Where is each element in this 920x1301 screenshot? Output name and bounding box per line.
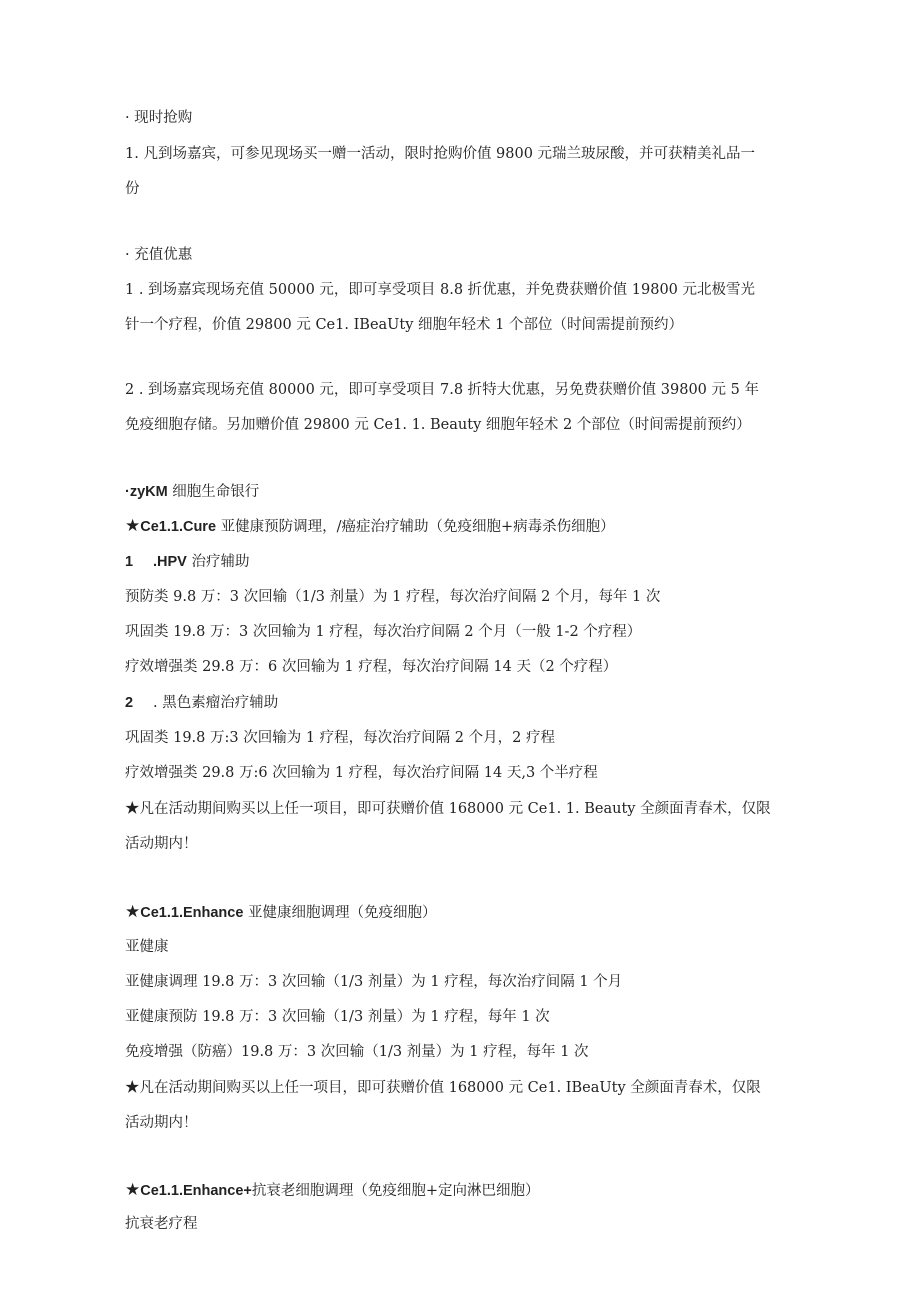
cure-gift-line-2: 活动期内！ <box>125 836 198 852</box>
recharge-item-1-line-2: 针一个疗程，价值 29800 元 Ce1. IBeaUty 细胞年轻术 1 个部位（时间需提前预约） <box>125 317 683 333</box>
melanoma-number: 2 <box>125 695 134 711</box>
cure-heading <box>125 516 795 537</box>
hpv-line-2: 巩固类 19.8 万：3 次回输为 1 疗程，每次治疗间隔 2 个月（一般 1-2 个疗程） <box>125 624 642 640</box>
recharge-item-2-line-1: 2 . 到场嘉宾现场充值 80000 元，即可享受项目 7.8 折特大优惠，另免费获赠价值 39800 元 5 年 <box>125 382 759 398</box>
star-icon: ★ <box>125 902 141 922</box>
recharge-heading: · 充值优惠 <box>125 247 193 263</box>
melanoma-line-1: 巩固类 19.8 万:3 次回输为 1 疗程，每次治疗间隔 2 个月，2 疗程 <box>125 730 555 746</box>
enhance-line-1: 亚健康调理 19.8 万：3 次回输（1/3 剂量）为 1 疗程，每次治疗间隔 1 个月 <box>125 974 623 990</box>
enhance-plus-title-brand: Ce1.1.Enhance+ <box>140 1183 252 1199</box>
enhance-plus-heading <box>125 1180 795 1201</box>
flash-sale-item-1-line-1: 1. 凡到场嘉宾，可参见现场买一赠一活动，限时抢购价值 9800 元瑞兰玻尿酸，并可获精美礼品一 <box>125 146 756 162</box>
enhance-gift-line-1: ★凡在活动期间购买以上任一项目，即可获赠价值 168000 元 Ce1. IBeaUty 全颜面青春术，仅限 <box>125 1080 761 1096</box>
hpv-line-1: 预防类 9.8 万：3 次回输（1/3 剂量）为 1 疗程，每次治疗间隔 2 个月，每年 1 次 <box>125 589 661 605</box>
hpv-number: 1 <box>125 554 134 570</box>
star-icon: ★ <box>125 1180 141 1200</box>
flash-sale-item-1-line-2: 份 <box>125 181 140 197</box>
flash-sale-heading: · 现时抢购 <box>125 110 193 126</box>
enhance-line-2: 亚健康预防 19.8 万：3 次回输（1/3 剂量）为 1 疗程，每年 1 次 <box>125 1009 550 1025</box>
enhance-gift-line-2: 活动期内！ <box>125 1115 198 1131</box>
cell-bank-heading <box>125 482 795 502</box>
hpv-title: 治疗辅助 <box>186 554 250 570</box>
enhance-plus-title-desc: 抗衰老细胞调理（免疫细胞+定向淋巴细胞） <box>251 1183 540 1199</box>
recharge-item-2-line-2: 免疫细胞存储。另加赠价值 29800 元 Ce1. 1. Beauty 细胞年轻术 2 个部位（时间需提前预约） <box>125 417 751 433</box>
melanoma-title: . 黑色素瘤治疗辅助 <box>153 695 279 711</box>
cure-title-desc: 亚健康预防调理，/癌症治疗辅助（免疫细胞+病毒杀伤细胞） <box>216 519 615 535</box>
enhance-line-3: 免疫增强（防癌）19.8 万：3 次回输（1/3 剂量）为 1 疗程，每年 1 次 <box>125 1044 589 1060</box>
enhance-category: 亚健康 <box>125 939 169 955</box>
enhance-title-brand: Ce1.1.Enhance <box>140 905 244 921</box>
melanoma-line-2: 疗效增强类 29.8 万:6 次回输为 1 疗程，每次治疗间隔 14 天,3 个半疗程 <box>125 765 598 781</box>
enhance-heading <box>125 902 795 923</box>
cell-bank-brand: ·zyKM <box>125 484 168 500</box>
melanoma-subheading <box>125 693 795 713</box>
hpv-label: .HPV <box>153 554 187 570</box>
star-icon: ★ <box>125 516 141 536</box>
cure-title-brand: Ce1.1.Cure <box>140 519 217 535</box>
cell-bank-title: 细胞生命银行 <box>167 484 260 500</box>
recharge-item-1-line-1: 1 . 到场嘉宾现场充值 50000 元，即可享受项目 8.8 折优惠，并免费获赠价值 19800 元北极雪光 <box>125 282 756 298</box>
cure-gift-line-1: ★凡在活动期间购买以上任一项目，即可获赠价值 168000 元 Ce1. 1. Beauty 全颜面青春术，仅限 <box>125 801 771 817</box>
enhance-plus-category: 抗衰老疗程 <box>125 1216 198 1232</box>
hpv-subheading <box>125 552 795 572</box>
enhance-title-desc: 亚健康细胞调理（免疫细胞） <box>243 905 437 921</box>
hpv-line-3: 疗效增强类 29.8 万：6 次回输为 1 疗程，每次治疗间隔 14 天（2 个疗程） <box>125 659 618 675</box>
